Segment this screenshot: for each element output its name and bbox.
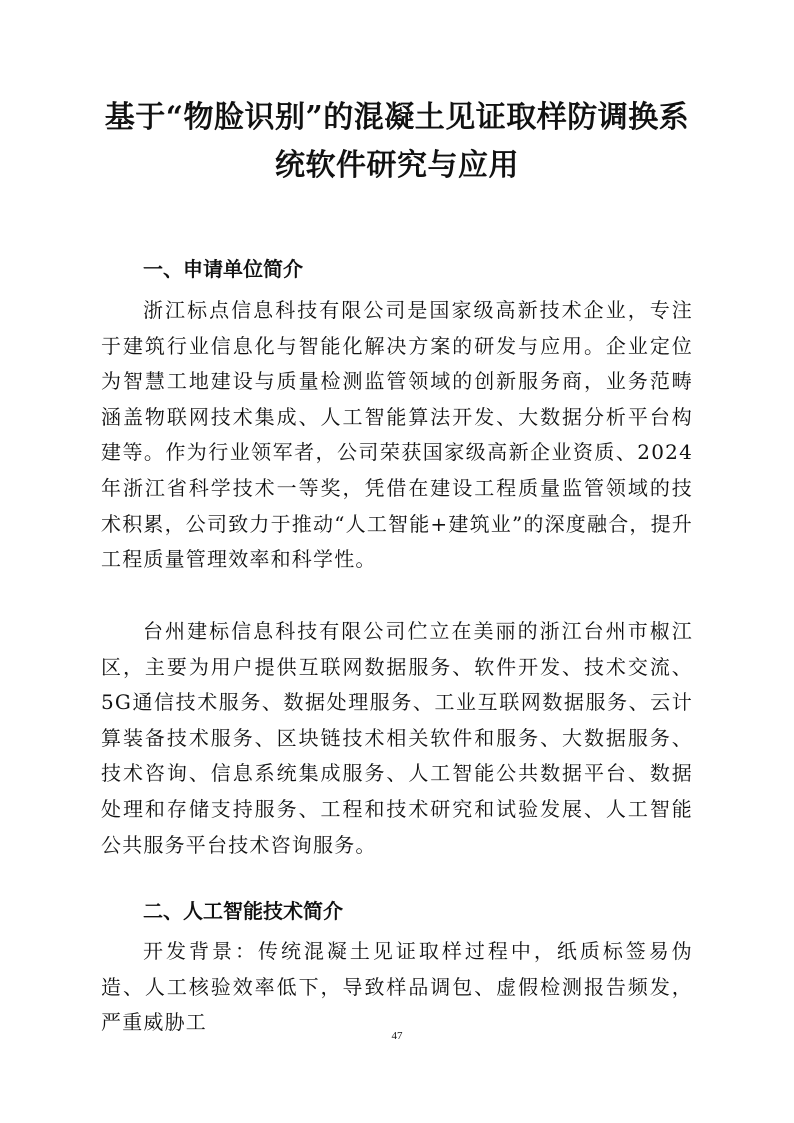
section-heading-ai-tech: 二、人工智能技术简介	[143, 899, 343, 923]
paragraph-company-intro-2: 台州建标信息科技有限公司伫立在美丽的浙江台州市椒江区，主要为用户提供互联网数据服务、软件开发、技术交流、5G通信技术服务、数据处理服务、工业互联网数据服务、云计算装备技术服务、区块链技术相关软件和服务、大数据服务、技术咨询、信息系统集成服务、人工智能公共数据平台、数据处理和存储支持服务、工程和技术研究和试验发展、人工智能公共服务平台技术咨询服务。	[101, 619, 693, 857]
page-number: 47	[391, 1030, 403, 1042]
title-line-2: 统软件研究与应用	[275, 148, 519, 183]
section-heading-applicant: 一、申请单位简介	[143, 257, 303, 281]
paragraph-company-intro-1: 浙江标点信息科技有限公司是国家级高新技术企业，专注于建筑行业信息化与智能化解决方案的研发与应用。企业定位为智慧工地建设与质量检测监管领域的创新服务商，业务范畴涵盖物联网技术集成、人工智能算法开发、大数据分析平台构建等。作为行业领军者，公司荣获国家级高新企业资质、2024年浙江省科学技术一等奖，凭借在建设工程质量监管领域的技术积累，公司致力于推动“人工智能+建筑业”的深度融合，提升工程质量管理效率和科学性。	[101, 298, 694, 572]
paragraph-dev-background: 开发背景：传统混凝土见证取样过程中，纸质标签易伪造、人工核验效率低下，导致样品调包、虚假检测报告频发，严重威胁工	[101, 939, 693, 1035]
document-title	[60, 94, 734, 190]
title-line-1: 基于“物脸识别”的混凝土见证取样防调换系	[104, 100, 690, 135]
